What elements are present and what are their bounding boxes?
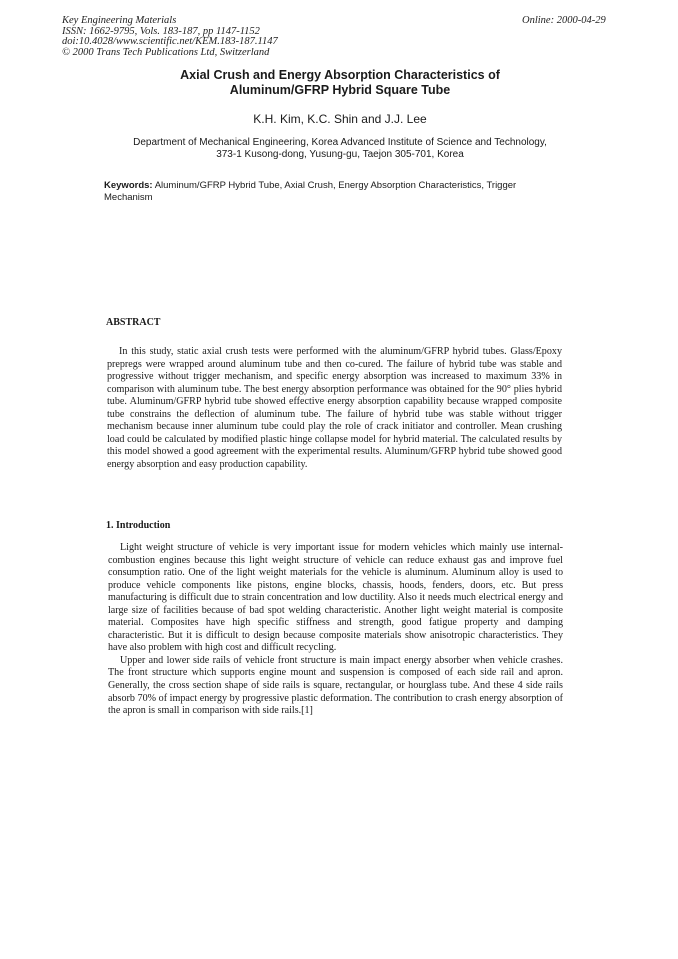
title-line-1: Axial Crush and Energy Absorption Characteristics of — [180, 68, 500, 82]
affiliation-line-2: 373-1 Kusong-dong, Yusung-gu, Taejon 305-701, Korea — [216, 149, 464, 160]
paper-title — [100, 68, 580, 98]
journal-header — [62, 16, 392, 58]
abstract-heading: ABSTRACT — [106, 317, 161, 328]
online-date: Online: 2000-04-29 — [522, 15, 606, 26]
issn-line: ISSN: 1662-9795, Vols. 183-187, pp 1147-1152 — [62, 25, 260, 37]
abstract-body — [107, 346, 562, 471]
keywords — [104, 180, 560, 204]
keywords-text: Aluminum/GFRP Hybrid Tube, Axial Crush, Energy Absorption Characteristics, Trigger Mechanism — [104, 180, 517, 203]
copyright-line: © 2000 Trans Tech Publications Ltd, Switzerland — [62, 46, 270, 58]
introduction-paragraph-1: Light weight structure of vehicle is very important issue for modern vehicles which mainly use internal-combustion engines because this light weight structure of vehicle can reduce exhaust gas and improve fuel consumption ratio. One of the light weight materials for the vehicle is aluminum. Aluminum alloy is used to produce vehicle components like pistons, engine blocks, chassis, hoods, fenders, doors, etc. But press manufacturing is difficult due to strain concentration and low ductility. Also it needs much electrical energy and large size of facilities because of bad spot welding characteristic. Another light weight material is composite material. Composites have high specific stiffness and strength, good fatigue property and damping characteristic. But it is difficult to design because composite materials show anisotropic characteristics. They have also problem with high cost and difficult recycling. — [108, 542, 563, 654]
doi-line: doi:10.4028/www.scientific.net/KEM.183-187.1147 — [62, 36, 278, 47]
affiliation-line-1: Department of Mechanical Engineering, Korea Advanced Institute of Science and Technology, — [133, 137, 547, 148]
journal-name: Key Engineering Materials — [62, 15, 177, 26]
introduction-paragraph-2: Upper and lower side rails of vehicle front structure is main impact energy absorber when vehicle crashes. The front structure which supports engine mount and suspension is composed of each side rail and apron. Generally, the cross section shape of side rails is square, rectangular, or hourglass tube. And these 4 side rails absorb 70% of impact energy by progressive plastic deformation. The contribution to crash energy absorption of the apron is small in comparison with side rails.[1] — [108, 654, 563, 717]
keywords-label: Keywords: — [104, 180, 153, 191]
authors: K.H. Kim, K.C. Shin and J.J. Lee — [253, 112, 427, 126]
introduction-body — [108, 542, 563, 718]
introduction-heading: 1. Introduction — [106, 520, 171, 531]
title-line-2: Aluminum/GFRP Hybrid Square Tube — [229, 83, 451, 97]
abstract-paragraph: In this study, static axial crush tests were performed with the aluminum/GFRP hybrid tubes. Glass/Epoxy prepregs were wrapped around aluminum tube and then co-cured. The failure of hybrid tube was stable and progressive without trigger mechanism, and specific energy absorption was increased to maximum 33% in comparison with aluminum tube. The best energy absorption performance was obtained for the 90° plies hybrid tube. Aluminum/GFRP hybrid tube showed effective energy absorption capability because wrapped composite tube constrains the deflection of aluminum tube. The failure of hybrid tube was stable without trigger mechanism because inner aluminum tube could play the role of crack initiator and controller. Mean crushing load could be calculated by modified plastic hinge collapse model for hybrid material. The calculated results by this model showed a good agreement with the experimental results. Aluminum/GFRP hybrid tube showed good energy absorption and easy production capability. — [107, 346, 562, 470]
affiliation — [100, 137, 580, 161]
